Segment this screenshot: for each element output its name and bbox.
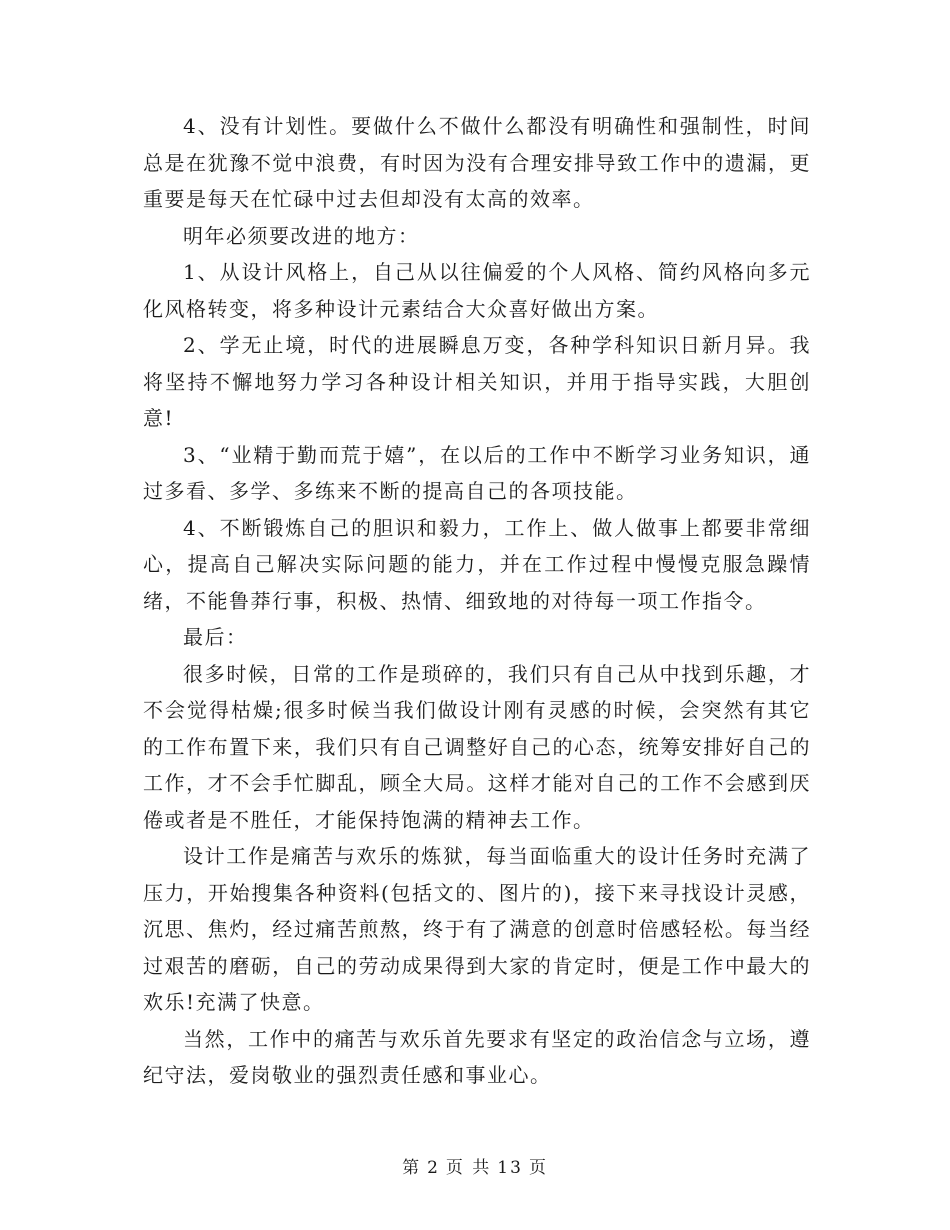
footer-middle: 页 共: [445, 1158, 492, 1178]
paragraph-shortcoming-4: 4、没有计划性。要做什么不做什么都没有明确性和强制性，时间总是在犹豫不觉中浪费，有时因为没有合理安排导致工作中的遗漏，更重要是每天在忙碌中过去但却没有太高的效率。: [143, 114, 811, 211]
page-footer: [0, 1153, 950, 1178]
footer-prefix: 第: [402, 1158, 422, 1178]
paragraph-improvement-1: 1、从设计风格上，自己从以往偏爱的个人风格、简约风格向多元化风格转变，将多种设计元素结合大众喜好做出方案。: [143, 260, 811, 321]
paragraph-conclusion-3: 当然，工作中的痛苦与欢乐首先要求有坚定的政治信念与立场，遵纪守法，爱岗敬业的强烈责任感和事业心。: [143, 1026, 811, 1087]
paragraph-conclusion-heading: 最后：: [183, 625, 248, 649]
footer-current-page: 2: [427, 1158, 440, 1178]
footer-total-pages: 13: [497, 1158, 523, 1178]
paragraph-conclusion-2: 设计工作是痛苦与欢乐的炼狱，每当面临重大的设计任务时充满了压力，开始搜集各种资料(包括文的、图片的)，接下来寻找设计灵感，沉思、焦灼，经过痛苦煎熬，终于有了满意的创意时倍感轻松。每当经过艰苦的磨砺，自己的劳动成果得到大家的肯定时，便是工作中最大的欢乐!充满了快意。: [143, 844, 811, 1014]
paragraph-conclusion-1: 很多时候，日常的工作是琐碎的，我们只有自己从中找到乐趣，才不会觉得枯燥;很多时候当我们做设计刚有灵感的时候，会突然有其它的工作布置下来，我们只有自己调整好自己的心态，统筹安排好自己的工作，才不会手忙脚乱，顾全大局。这样才能对自己的工作不会感到厌倦或者是不胜任，才能保持饱满的精神去工作。: [143, 661, 811, 832]
paragraph-improvement-2: 2、学无止境，时代的进展瞬息万变，各种学科知识日新月异。我将坚持不懈地努力学习各种设计相关知识，并用于指导实践，大胆创意!: [143, 333, 811, 430]
footer-suffix: 页: [528, 1158, 548, 1178]
paragraph-improvement-4: 4、不断锻炼自己的胆识和毅力，工作上、做人做事上都要非常细心，提高自己解决实际问题的能力，并在工作过程中慢慢克服急躁情绪，不能鲁莽行事，积极、热情、细致地的对待每一项工作指令。: [143, 515, 811, 613]
paragraph-improvement-3: 3、“业精于勤而荒于嬉”，在以后的工作中不断学习业务知识，通过多看、多学、多练来不断的提高自己的各项技能。: [143, 442, 811, 503]
document-body: [143, 108, 811, 1094]
paragraph-improvements-heading: 明年必须要改进的地方：: [183, 223, 420, 248]
